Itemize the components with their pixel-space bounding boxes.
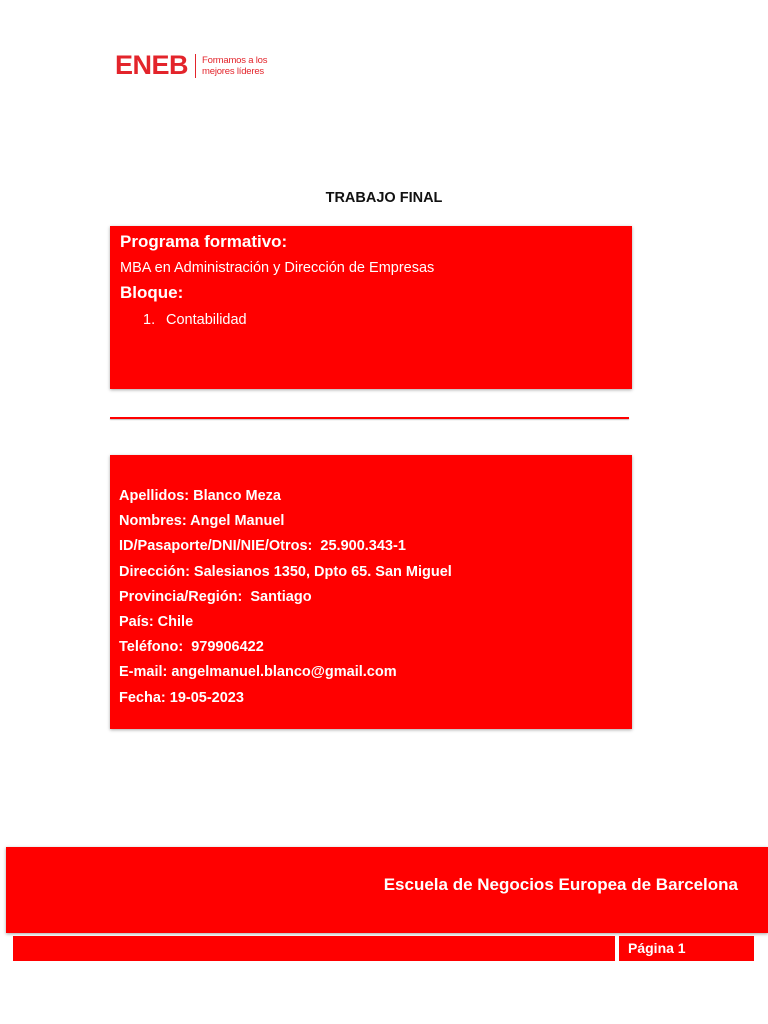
block-heading: Bloque: bbox=[120, 283, 184, 302]
info-first-names: Nombres: Angel Manuel bbox=[119, 513, 285, 530]
block-list bbox=[120, 311, 622, 329]
info-email: E-mail: angelmanuel.blanco@gmail.com bbox=[119, 664, 397, 681]
eneb-logo bbox=[115, 52, 267, 79]
list-item bbox=[143, 311, 622, 329]
page-number-box bbox=[619, 936, 754, 961]
logo-separator bbox=[195, 54, 196, 78]
program-name: MBA en Administración y Dirección de Empresas bbox=[120, 260, 435, 276]
info-surname: Apellidos: Blanco Meza bbox=[119, 488, 281, 504]
document-title: TRABAJO FINAL bbox=[325, 190, 443, 206]
footer-band bbox=[6, 847, 768, 933]
info-id-number: ID/Pasaporte/DNI/NIE/Otros: 25.900.343-1 bbox=[119, 538, 406, 555]
info-date: Fecha: 19-05-2023 bbox=[119, 689, 244, 706]
program-box bbox=[110, 226, 632, 389]
list-item-number: 1. bbox=[143, 312, 156, 328]
logo-wordmark: ENEB bbox=[115, 50, 189, 80]
list-item-label: Contabilidad bbox=[166, 312, 247, 328]
student-info-box bbox=[110, 455, 632, 729]
info-phone: Teléfono: 979906422 bbox=[119, 639, 264, 656]
info-address: Dirección: Salesianos 1350, Dpto 65. San Miguel bbox=[119, 563, 452, 580]
footer-strip bbox=[13, 936, 615, 961]
logo-tagline-line2: mejores líderes bbox=[202, 65, 264, 77]
logo-tagline-line1: Formamos a los bbox=[202, 54, 268, 66]
footer-school-name: Escuela de Negocios Europea de Barcelona bbox=[383, 875, 738, 894]
logo-tagline bbox=[202, 55, 267, 77]
section-divider bbox=[110, 417, 629, 419]
info-region: Provincia/Región: Santiago bbox=[119, 588, 312, 605]
page-number: Página 1 bbox=[628, 940, 686, 956]
program-heading: Programa formativo: bbox=[120, 232, 288, 251]
info-country: País: Chile bbox=[119, 614, 194, 631]
